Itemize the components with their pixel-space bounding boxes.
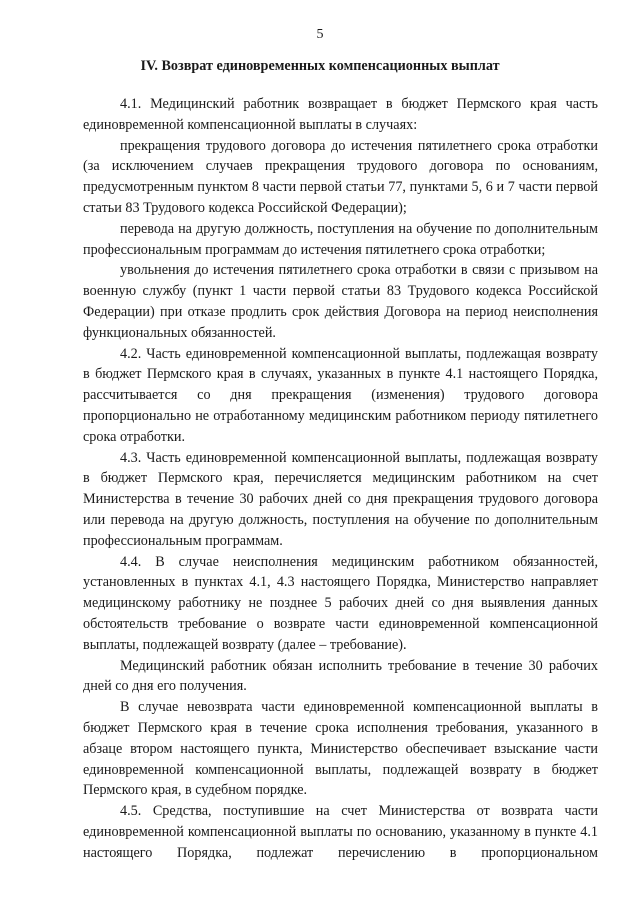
paragraph-4-4-obligation: Медицинский работник обязан исполнить требование в течение 30 рабочих дней со дня его получения. xyxy=(83,657,598,695)
section-title: IV. Возврат единовременных компенсационных выплат xyxy=(140,58,500,74)
paragraph-case-termination: прекращения трудового договора до истечения пятилетнего срока отработки (за исключением случаев прекращения трудового договора по основаниям, предусмотренным пунктом 8 части первой статьи 77, пунктами 5, 6 и 7 части первой статьи 83 Трудового кодекса Российской Федерации); xyxy=(83,137,598,216)
document-body xyxy=(83,94,598,863)
paragraph-case-transfer: перевода на другую должность, поступления на обучение по дополнительным профессиональным программам до истечения пятилетнего срока отработки; xyxy=(83,220,598,258)
paragraph-4-2: 4.2. Часть единовременной компенсационной выплаты, подлежащая возврату в бюджет Пермского края в случаях, указанных в пункте 4.1 настоящего Порядка, рассчитывается со дня прекращения (изменения) трудового договора пропорционально не отработанному медицинским работником периоду пятилетнего срока отработки. xyxy=(83,345,598,445)
paragraph-4-4: 4.4. В случае неисполнения медицинским работником обязанностей, установленных в пунктах 4.1, 4.3 настоящего Порядка, Министерство направляет медицинскому работнику не позднее 5 рабочих дней со дня выявления данных обстоятельств требование о возврате части единовременной компенсационной выплаты, подлежащей возврату (далее – требование). xyxy=(83,553,598,653)
paragraph-4-3: 4.3. Часть единовременной компенсационной выплаты, подлежащая возврату в бюджет Пермского края, перечисляется медицинским работником на счет Министерства в течение 30 рабочих дней со дня прекращения трудового договора или перевода на другую должность, поступления на обучение по дополнительным профессиональным программам. xyxy=(83,449,598,549)
paragraph-4-1: 4.1. Медицинский работник возвращает в бюджет Пермского края часть единовременной компенсационной выплаты в случаях: xyxy=(83,96,598,133)
paragraph-4-5: 4.5. Средства, поступившие на счет Министерства от возврата части единовременной компенсационной выплаты по основанию, указанному в пункте 4.1 настоящего Порядка, подлежат перечислению в пропорциональном xyxy=(83,803,598,861)
paragraph-case-dismissal: увольнения до истечения пятилетнего срока отработки в связи с призывом на военную службу (пункт 1 части первой статьи 83 Трудового кодекса Российской Федерации) при отказе продлить срок действия Договора на период неисполнения функциональных обязанностей. xyxy=(83,262,598,341)
paragraph-4-4-recovery: В случае невозврата части единовременной компенсационной выплаты в бюджет Пермского края в течение срока исполнения требования, указанного в абзаце втором настоящего пункта, Министерство обеспечивает взыскание части единовременной компенсационной выплаты, подлежащей возврату в бюджет Пермского края, в судебном порядке. xyxy=(83,699,598,799)
page-number: 5 xyxy=(316,27,324,42)
